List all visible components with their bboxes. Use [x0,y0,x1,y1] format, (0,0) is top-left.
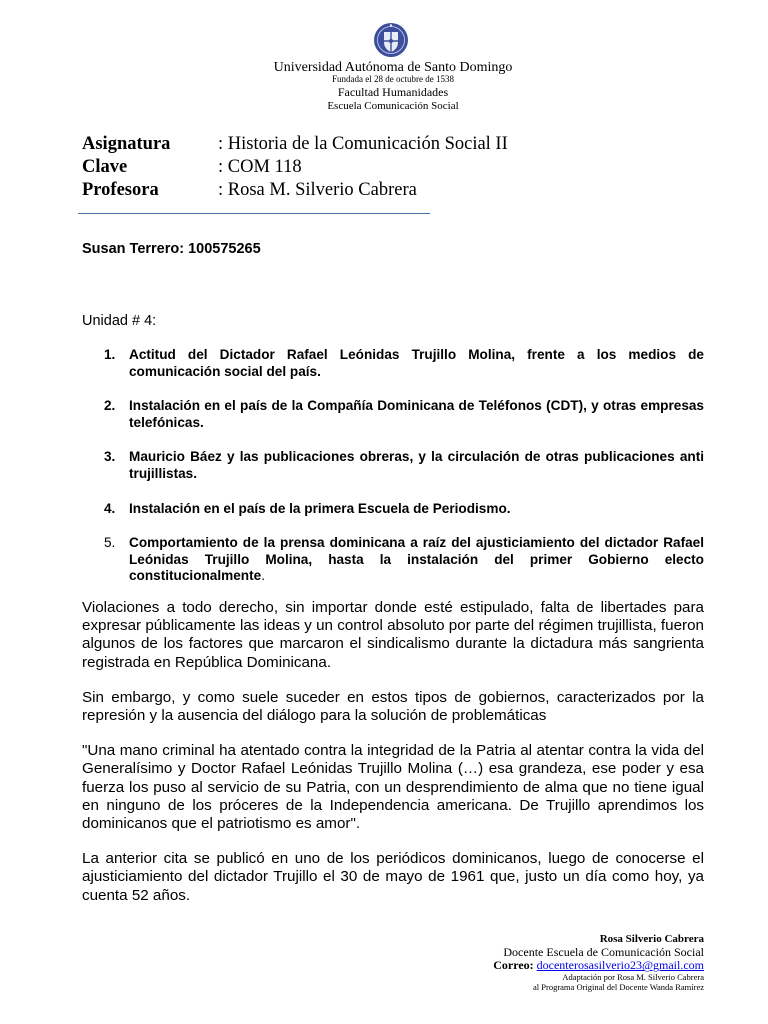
course-value: : COM 118 [218,157,302,177]
course-row-professor [82,179,508,202]
paragraph: Sin embargo, y como suele suceder en estos tipos de gobiernos, caracterizados por la represión y la ausencia del diálogo para la solución de problemáticas [82,688,704,725]
list-item [104,398,704,431]
school-name: Escuela Comunicación Social [327,100,459,113]
body-text [82,599,704,922]
faculty-name: Facultad Humanidades [337,85,449,100]
author-role: Docente Escuela de Comunicación Social [503,944,704,959]
email-link[interactable]: docenterosasilverio23@gmail.com [536,958,704,973]
course-key: Asignatura [82,134,171,154]
university-header [0,60,768,113]
email-label: Correo: [493,958,534,973]
adaptation-note: Adaptación por Rosa M. Silverio Cabrera [562,972,704,983]
list-text: Instalación en el país de la Compañía Dominicana de Teléfonos (CDT), y otras empresas telefónicas. [129,398,704,430]
paragraph: Violaciones a todo derecho, sin importar donde esté estipulado, falta de libertades para expresar públicamente las ideas y un control absoluto por parte del régimen trujillista, fueron algunos de los factores que marcaron el sindicalismo durante la dictadura más sangrienta registrada en República Dominicana. [82,599,704,671]
list-number: 5. [104,535,116,551]
list-item [104,449,704,482]
unit-title: Unidad # 4: [82,313,157,329]
list-number: 1. [104,347,116,362]
quote-paragraph: "Una mano criminal ha atentado contra la integridad de la Patria al atentar contra la vida del Generalísimo y Doctor Rafael Leónidas Trujillo Molina (…) esa grandeza, ese poder y esa fuerza los puso al servicio de su Patria, con un desprendimiento de alma que no tiene igual en ninguno de los próceres de la Independencia americana. De Trujillo aprendimos los dominicanos que el patriotismo es amor". [82,742,704,833]
course-row-subject [82,133,508,156]
topic-list [104,347,704,603]
course-row-code [82,156,508,179]
list-text: Actitud del Dictador Rafael Leónidas Trujillo Molina, frente a los medios de comunicación social del país. [129,347,704,379]
list-number: 2. [104,398,116,414]
founded-date: Fundada el 28 de octubre de 1538 [332,74,454,85]
author-name: Rosa Silverio Cabrera [599,933,704,945]
email-line [493,959,704,973]
list-item [104,535,704,585]
divider-line [78,213,430,214]
program-note: al Programa Original del Docente Wanda Ramírez [533,982,704,992]
course-value: : Rosa M. Silverio Cabrera [218,180,417,200]
university-seal-icon [373,20,409,60]
paragraph: La anterior cita se publicó en uno de los periódicos dominicanos, luego de conocerse el ajusticiamiento del dictador Trujillo el 30 de mayo de 1961 que, justo un día como hoy, ya cuenta 52 años. [82,850,704,904]
signature-block [493,933,704,993]
course-key: Profesora [82,180,159,200]
course-info [82,133,508,202]
list-text: Instalación en el país de la primera Escuela de Periodismo. [129,500,511,516]
university-name: Universidad Autónoma de Santo Domingo [273,60,513,75]
list-number: 4. [104,500,116,516]
list-number: 3. [104,449,116,465]
course-value: : Historia de la Comunicación Social II [218,134,508,154]
list-item [104,347,704,380]
list-text: Comportamiento de la prensa dominicana a raíz del ajusticiamiento del dictador Rafael Leónidas Trujillo Molina, hasta la instalación del primer Gobierno electo constitucionalmente [129,535,704,584]
list-text-period: . [261,568,265,584]
list-item [104,501,704,518]
student-id: Susan Terrero: 100575265 [82,241,261,257]
list-text: Mauricio Báez y las publicaciones obreras, y la circulación de otras publicaciones anti trujillistas. [129,449,704,481]
course-key: Clave [82,157,128,177]
